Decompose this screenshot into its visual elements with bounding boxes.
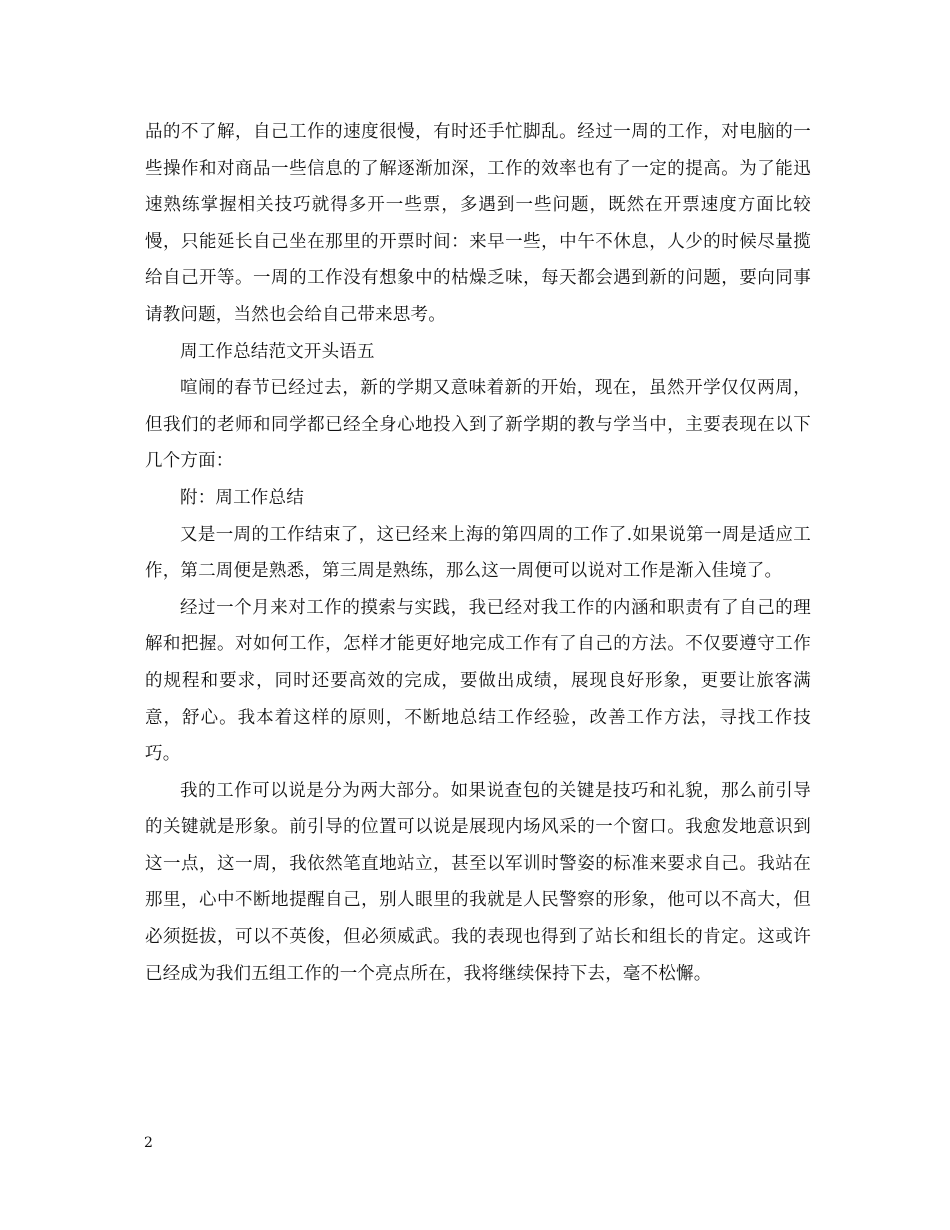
section-heading-5: 周工作总结范文开头语五	[180, 341, 375, 362]
paragraph-one-month: 经过一个月来对工作的摸索与实践，我已经对我工作的内涵和职责有了自己的理解和把握。对如何工作，怎样才能更好地完成工作有了自己的方法。不仅要遵守工作的规程和要求，同时还要高效的完成，要做出成绩，展现良好形象，更要让旅客满意，舒心。我本着这样的原则，不断地总结工作经验，改善工作方法，寻找工作技巧。	[145, 597, 811, 765]
paragraph-two-parts: 我的工作可以说是分为两大部分。如果说查包的关键是技巧和礼貌，那么前引导的关键就是形象。前引导的位置可以说是展现内场风采的一个窗口。我愈发地意识到这一点，这一周，我依然笔直地站立，甚至以军训时警姿的标准来要求自己。我站在那里，心中不断地提醒自己，别人眼里的我就是人民警察的形象，他可以不高大，但必须挺拔，可以不英俊，但必须威武。我的表现也得到了站长和组长的肯定。这或许已经成为我们五组工作的一个亮点所在，我将继续保持下去，毫不松懈。	[145, 780, 811, 984]
paragraph-spring-semester: 喧闹的春节已经过去，新的学期又意味着新的开始，现在，虽然开学仅仅两周，但我们的老师和同学都已经全身心地投入到了新学期的教与学当中，主要表现在以下几个方面：	[145, 378, 811, 472]
appendix-heading: 附：周工作总结	[180, 487, 304, 508]
page-number: 2	[144, 1135, 153, 1151]
paragraph-continued: 品的不了解，自己工作的速度很慢，有时还手忙脚乱。经过一周的工作，对电脑的一些操作和对商品一些信息的了解逐渐加深，工作的效率也有了一定的提高。为了能迅速熟练掌握相关技巧就得多开一些票，多遇到一些问题，既然在开票速度方面比较慢，只能延长自己坐在那里的开票时间：来早一些，中午不休息，人少的时候尽量揽给自己开等。一周的工作没有想象中的枯燥乏味，每天都会遇到新的问题，要向同事请教问题，当然也会给自己带来思考。	[145, 122, 811, 325]
document-body	[145, 114, 811, 992]
paragraph-fourth-week: 又是一周的工作结束了，这已经来上海的第四周的工作了.如果说第一周是适应工作，第二周便是熟悉，第三周是熟练，那么这一周便可以说对工作是渐入佳境了。	[145, 524, 811, 582]
